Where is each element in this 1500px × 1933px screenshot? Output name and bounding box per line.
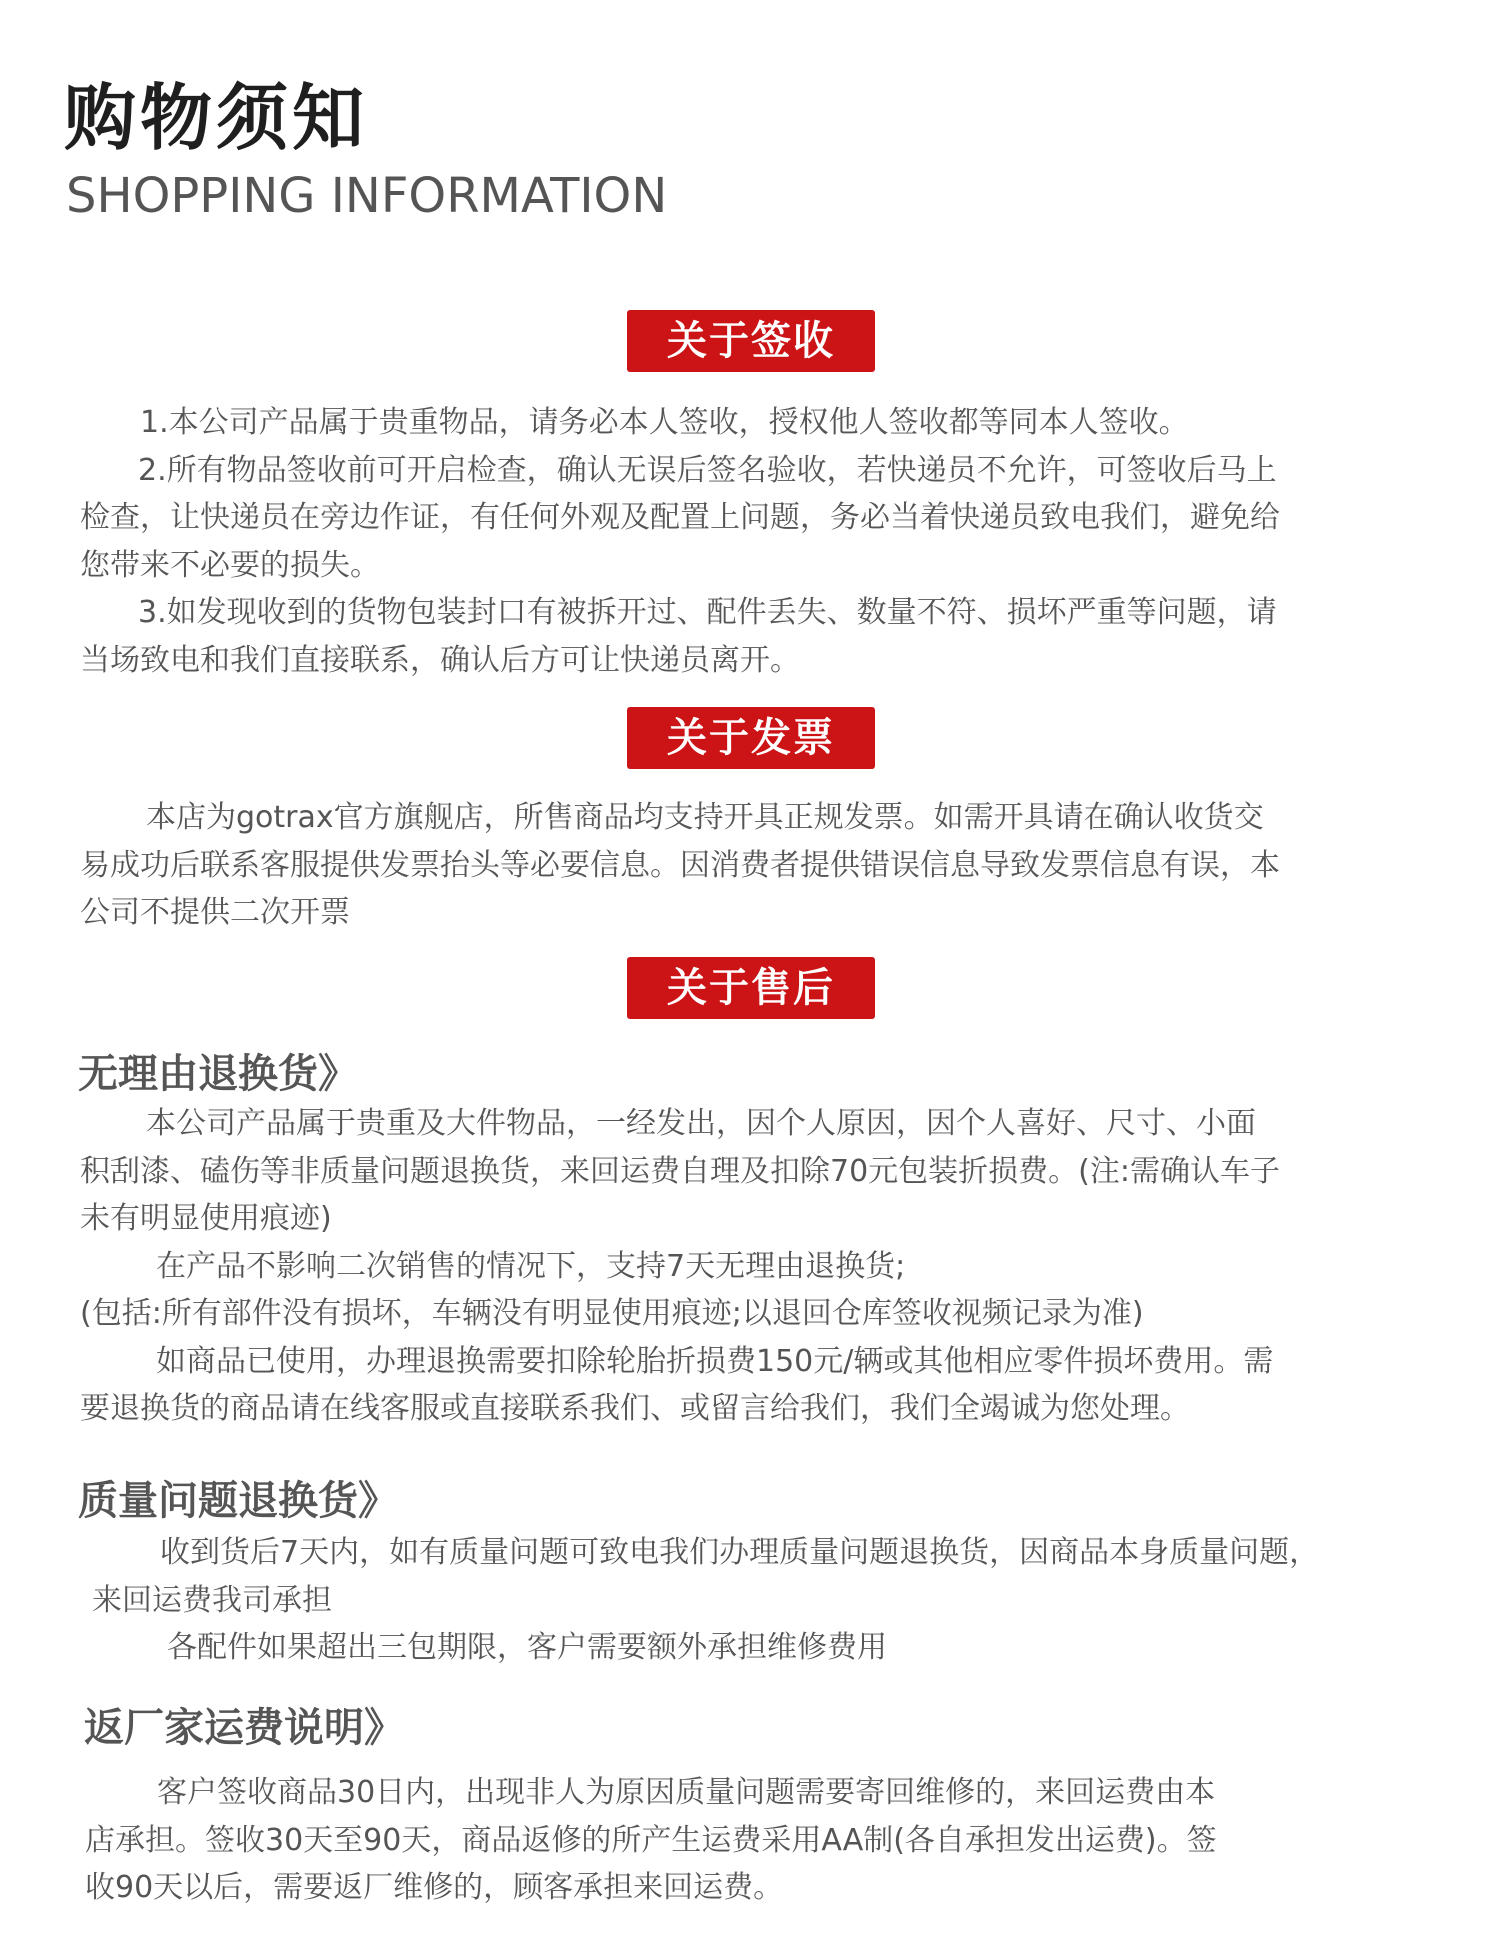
no-reason-line-3: 未有明显使用痕迹) — [80, 1201, 332, 1236]
quality-line-2: 来回运费我司承担 — [92, 1582, 332, 1618]
sign-section-body — [80, 399, 1280, 684]
factory-shipping-body — [85, 1769, 1217, 1912]
factory-line-3: 收90天以后，需要返厂维修的，顾客承担来回运费。 — [85, 1870, 784, 1905]
no-reason-line-7: 要退换货的商品请在线客服或直接联系我们、或留言给我们，我们全竭诚为您处理。 — [80, 1391, 1190, 1426]
invoice-section-body — [80, 794, 1280, 937]
sign-line-6: 当场致电和我们直接联系，确认后方可让快递员离开。 — [80, 642, 800, 678]
aftersale-section-badge: 关于售后 — [627, 957, 875, 1019]
factory-line-1: 客户签收商品30日内，出现非人为原因质量问题需要寄回维修的，来回运费由本 — [157, 1775, 1216, 1810]
no-reason-line-1: 本公司产品属于贵重及大件物品，一经发出，因个人原因，因个人喜好、尺寸、小面 — [146, 1106, 1256, 1141]
invoice-line-3: 公司不提供二次开票 — [80, 895, 350, 930]
factory-shipping-heading: 返厂家运费说明》 — [84, 1705, 404, 1751]
sign-line-1: 1.本公司产品属于贵重物品，请务必本人签收，授权他人签收都等同本人签收。 — [140, 405, 1189, 440]
sign-section-badge: 关于签收 — [627, 310, 875, 372]
invoice-line-2: 易成功后联系客服提供发票抬头等必要信息。因消费者提供错误信息导致发票信息有误，本 — [80, 847, 1280, 883]
no-reason-line-2: 积刮漆、磕伤等非质量问题退换货，来回运费自理及扣除70元包装折损费。(注:需确认车子 — [80, 1153, 1280, 1189]
sign-line-2: 2.所有物品签收前可开启检查，确认无误后签名验收，若快递员不允许，可签收后马上 — [138, 452, 1277, 488]
quality-return-heading: 质量问题退换货》 — [78, 1478, 398, 1524]
no-reason-line-4: 在产品不影响二次销售的情况下，支持7天无理由退换货; — [156, 1248, 906, 1284]
invoice-section-badge: 关于发票 — [627, 707, 875, 769]
no-reason-return-body — [80, 1100, 1280, 1433]
quality-return-body — [92, 1529, 1319, 1672]
quality-line-3: 各配件如果超出三包期限，客户需要额外承担维修费用 — [167, 1630, 887, 1665]
quality-line-1: 收到货后7天内，如有质量问题可致电我们办理质量问题退换货，因商品本身质量问题， — [160, 1535, 1320, 1570]
invoice-line-1: 本店为gotrax官方旗舰店，所售商品均支持开具正规发票。如需开具请在确认收货交 — [146, 800, 1264, 835]
page-title: 购物须知 — [64, 76, 369, 160]
no-reason-line-6: 如商品已使用，办理退换需要扣除轮胎折损费150元/辆或其他相应零件损坏费用。需 — [156, 1343, 1274, 1379]
no-reason-return-heading: 无理由退换货》 — [78, 1051, 358, 1097]
factory-line-2: 店承担。签收30天至90天，商品返修的所产生运费采用AA制(各自承担发出运费)。签 — [85, 1822, 1217, 1858]
sign-line-5: 3.如发现收到的货物包装封口有被拆开过、配件丢失、数量不符、损坏严重等问题，请 — [138, 595, 1277, 630]
no-reason-line-5: (包括:所有部件没有损坏，车辆没有明显使用痕迹;以退回仓库签收视频记录为准) — [80, 1296, 1144, 1331]
sign-line-4: 您带来不必要的损失。 — [80, 547, 380, 583]
sign-line-3: 检查，让快递员在旁边作证，有任何外观及配置上问题，务必当着快递员致电我们，避免给 — [80, 500, 1280, 535]
page-subtitle: SHOPPING INFORMATION — [66, 168, 668, 224]
